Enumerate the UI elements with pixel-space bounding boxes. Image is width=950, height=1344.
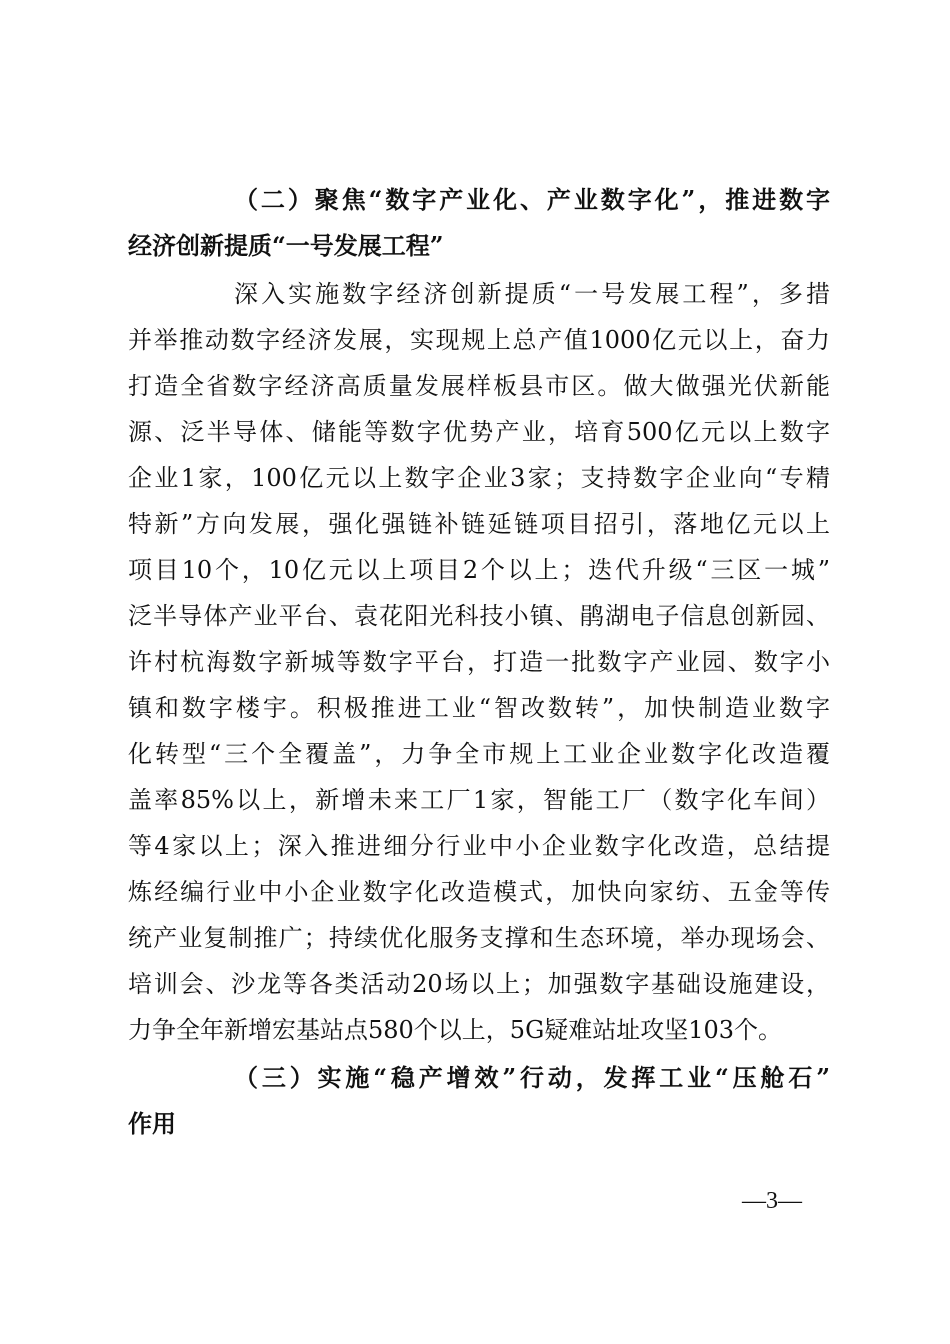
paragraph-line: 盖率85%以上，新增未来工厂1家，智能工厂（数字化车间） bbox=[128, 786, 830, 814]
paragraph-line: 化转型“三个全覆盖”，力争全市规上工业企业数字化改造覆 bbox=[128, 740, 830, 768]
paragraph-line: 力争全年新增宏基站点580个以上，5G疑难站址攻坚103个。 bbox=[128, 1016, 783, 1044]
section-heading-2-line-2: 经济创新提质“一号发展工程” bbox=[128, 231, 444, 260]
paragraph-line: 特新”方向发展，强化强链补链延链项目招引，落地亿元以上 bbox=[128, 510, 830, 538]
paragraph-line: 培训会、沙龙等各类活动20场以上；加强数字基础设施建设， bbox=[128, 970, 830, 998]
paragraph-line: 等4家以上；深入推进细分行业中小企业数字化改造，总结提 bbox=[128, 832, 830, 860]
paragraph-line: 并举推动数字经济发展，实现规上总产值1000亿元以上，奋力 bbox=[128, 326, 830, 354]
paragraph-line: 项目10个，10亿元以上项目2个以上；迭代升级“三区一城” bbox=[128, 556, 830, 584]
section-heading-2-line-1: （二）聚焦“数字产业化、产业数字化”，推进数字 bbox=[234, 185, 830, 214]
paragraph-line: 炼经编行业中小企业数字化改造模式，加快向家纺、五金等传 bbox=[128, 878, 830, 906]
paragraph-line: 源、泛半导体、储能等数字优势产业，培育500亿元以上数字 bbox=[128, 418, 830, 446]
paragraph-line: 泛半导体产业平台、袁花阳光科技小镇、鹃湖电子信息创新园、 bbox=[128, 602, 830, 630]
section-heading-3-line-2: 作用 bbox=[128, 1109, 176, 1138]
paragraph-line: 许村杭海数字新城等数字平台，打造一批数字产业园、数字小 bbox=[128, 648, 830, 676]
section-heading-3-line-1: （三）实施“稳产增效”行动，发挥工业“压舱石” bbox=[234, 1063, 830, 1092]
paragraph-line: 镇和数字楼宇。积极推进工业“智改数转”，加快制造业数字 bbox=[128, 694, 830, 722]
paragraph-line: 打造全省数字经济高质量发展样板县市区。做大做强光伏新能 bbox=[128, 372, 830, 400]
paragraph-line: 企业1家，100亿元以上数字企业3家；支持数字企业向“专精 bbox=[128, 464, 830, 492]
page-number: —3— bbox=[742, 1188, 802, 1214]
paragraph-line: 深入实施数字经济创新提质“一号发展工程”，多措 bbox=[234, 280, 830, 308]
paragraph-line: 统产业复制推广；持续优化服务支撑和生态环境，举办现场会、 bbox=[128, 924, 830, 952]
